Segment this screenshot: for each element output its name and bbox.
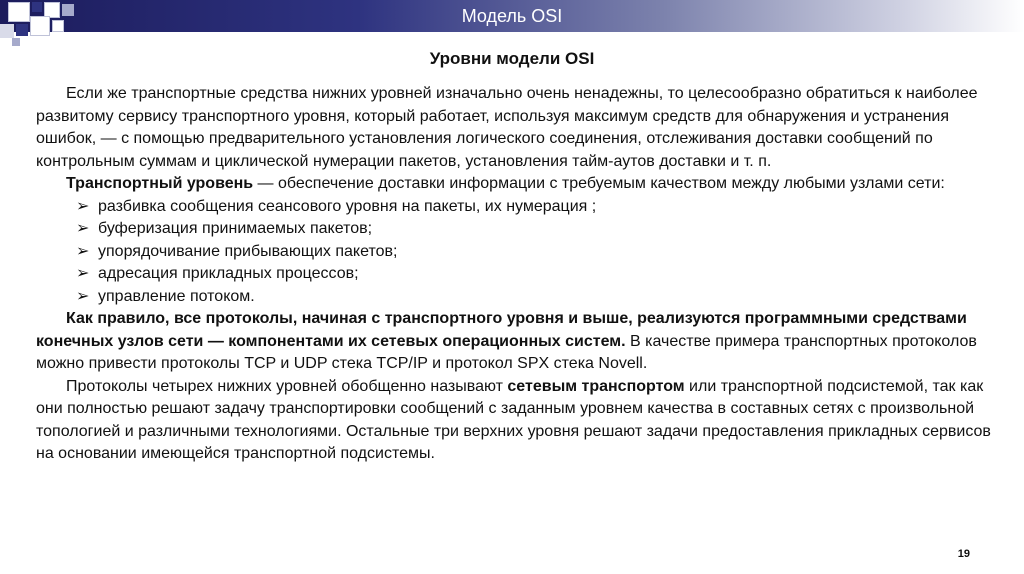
arrow-bullet-icon: ➢ [76,265,90,282]
slide-title: Уровни модели OSI [429,49,595,68]
list-item-text: управление потоком. [98,287,255,305]
decorative-squares-logo [0,0,84,50]
list-item-text: адресация прикладных процессов; [98,265,359,282]
network-transport-term: сетевым транспортом [507,377,685,395]
paragraph-4 [36,376,996,466]
paragraph-1: Если же транспортные средства нижних уровней изначально очень ненадежны, то целесообразно обратиться к наиболее развитому сервису транспортного уровня, который работает, используя максимум средств для обнаружения и устранения ошибок, — с помощью предварительного установления логического соединения, отслеживания доставки сообщений по контрольным суммам и циклической нумерации пакетов, установления тайм-аутов доставки и т. п. [36,85,978,170]
slide-content [36,83,996,466]
transport-layer-term: Транспортный уровень [66,175,254,192]
header-title: Модель OSI [461,6,563,26]
paragraph-4-start: Протоколы четырех нижних уровней обобщенно называют [66,377,508,395]
list-item [76,196,996,219]
paragraph-3-text: В качестве примера транспортных протоколов можно привести протоколы TCP и UDP стека TCP/IP и протокол SPX стека Novell. [36,332,977,372]
page-number: 19 [957,548,970,560]
list-item [76,241,996,264]
paragraph-3 [36,308,996,376]
arrow-bullet-icon: ➢ [76,220,90,237]
arrow-bullet-icon: ➢ [76,242,90,260]
list-item [76,286,996,309]
arrow-bullet-icon: ➢ [76,197,90,215]
header-bar [0,0,1024,32]
list-item-text: буферизация принимаемых пакетов; [98,220,373,237]
list-item-text: упорядочивание прибывающих пакетов; [98,242,398,260]
transport-functions-list [36,196,996,309]
list-item-text: разбивка сообщения сеансового уровня на пакеты, их нумерация ; [98,197,597,215]
paragraph-3-bold: Как правило, все протоколы, начиная с транспортного уровня и выше, реализуются программными средствами конечных узлов сети — компонентами их сетевых операционных систем. [36,310,967,350]
list-item [76,263,996,286]
arrow-bullet-icon: ➢ [76,287,90,305]
list-item [76,218,996,241]
paragraph-4-text: или транспортной подсистемой, так как они полностью решают задачу транспортировки сообщений с заданным уровнем качества в составных сетях с произвольной топологией и различными технологиями. Остальные три верхних уровня решают задачи предоставления прикладных сервисов на основании имеющейся транспортной подсистемы. [36,377,991,462]
paragraph-2 [36,173,996,196]
paragraph-2-text: — обеспечение доставки информации с требуемым качеством между любыми узлами сети: [253,175,945,192]
